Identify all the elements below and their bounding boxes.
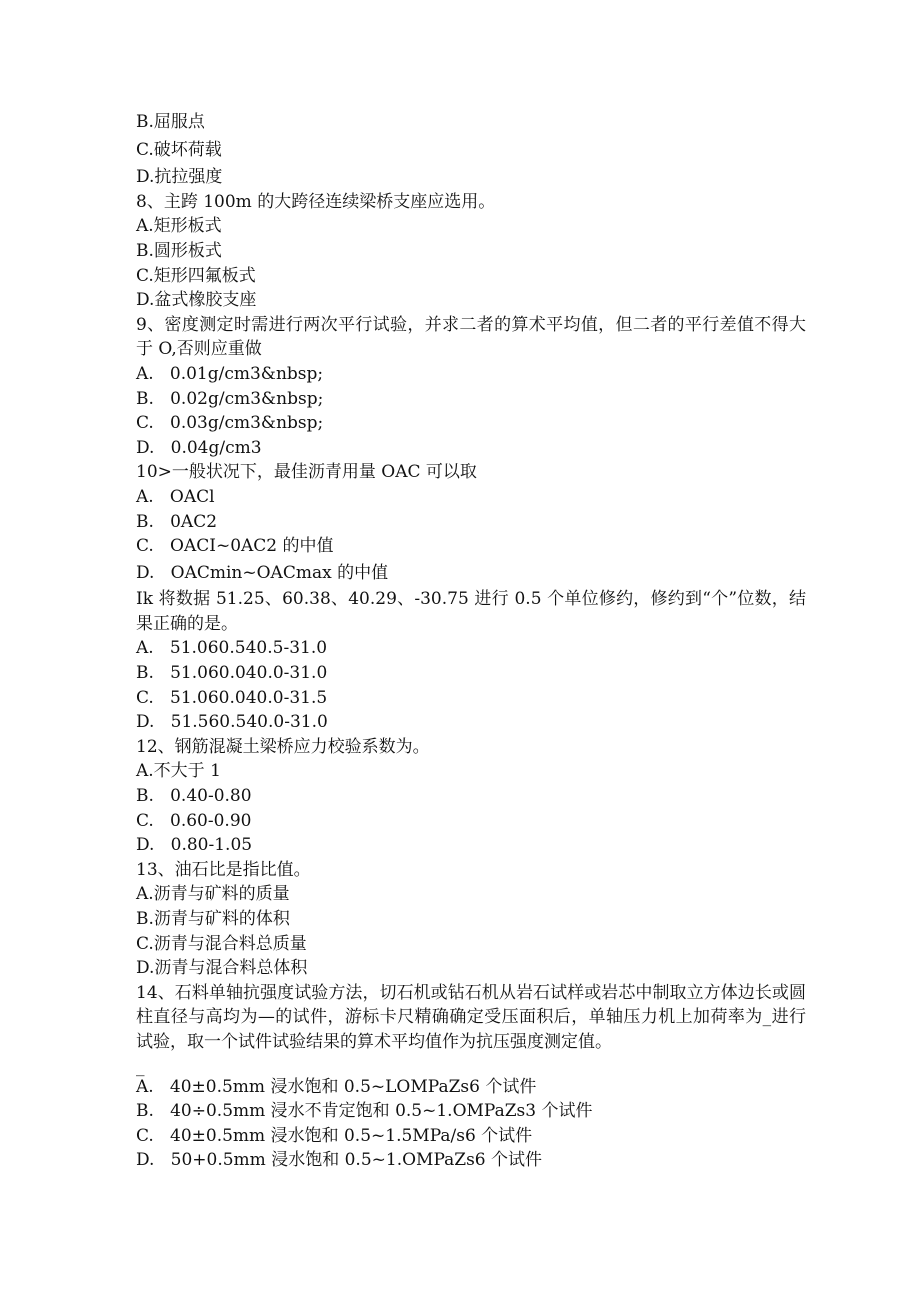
option-line: C.破坏荷载 xyxy=(136,139,222,160)
option-line: D.盆式橡胶支座 xyxy=(136,290,257,311)
blank-mark: _ xyxy=(136,1056,145,1077)
option-line: C. 40±0.5mm 浸水饱和 0.5~1.5MPa∕s6 个试件 xyxy=(136,1125,533,1146)
option-line: B.圆形板式 xyxy=(136,240,222,261)
question-paragraph: 9、密度测定时需进行两次平行试验，并求二者的算术平均值，但二者的平行差值不得大于 O,否则应重做 xyxy=(136,314,806,360)
option-line: C.沥青与混合料总质量 xyxy=(136,933,307,954)
option-line: B.屈服点 xyxy=(136,112,205,132)
question-line: 8、主跨 100m 的大跨径连续梁桥支座应选用。 xyxy=(136,191,496,212)
question-paragraph: 14、石料单轴抗强度试验方法，切石机或钻石机从岩石试样或岩芯中制取立方体边长或圆柱直径与高均为—的试件，游标卡尺精确确定受压面积后，单轴压力机上加荷率为_进行试验，取一个试件试验结果的算术平均值作为抗压强度测定值。 xyxy=(136,982,806,1052)
option-line: B. 40÷0.5mm 浸水不肯定饱和 0.5~1.OMPaZs3 个试件 xyxy=(136,1101,593,1122)
option-line: C. 0.03g/cm3&nbsp; xyxy=(136,413,324,434)
option-line: D. 0.80-1.05 xyxy=(136,835,253,856)
option-line: D. 51.560.540.0-31.0 xyxy=(136,712,328,733)
option-line: B.沥青与矿料的体积 xyxy=(136,909,290,929)
option-line: A.不大于 1 xyxy=(136,761,221,782)
option-line: B. 0AC2 xyxy=(136,511,218,532)
option-line: A. 51.060.540.5-31.0 xyxy=(136,638,328,659)
option-line: C.矩形四氟板式 xyxy=(136,265,256,286)
option-line: A.矩形板式 xyxy=(136,216,222,237)
question-line: 12、钢筋混凝土梁桥应力校验系数为。 xyxy=(136,736,430,757)
option-line: A. 0.01g/cm3&nbsp; xyxy=(136,363,324,384)
option-line: B. 51.060.040.0-31.0 xyxy=(136,663,328,684)
option-line: D.抗拉强度 xyxy=(136,167,223,188)
option-line: C. OACI~0AC2 的中值 xyxy=(136,536,334,557)
option-line: B. 0.02g/cm3&nbsp; xyxy=(136,388,324,409)
option-line: D. 50+0.5mm 浸水饱和 0.5~1.OMPaZs6 个试件 xyxy=(136,1150,543,1171)
option-line: C. 51.060.040.0-31.5 xyxy=(136,687,328,708)
option-line: D.沥青与混合料总体积 xyxy=(136,958,308,979)
question-line: 10>一般状况下，最佳沥青用量 OAC 可以取 xyxy=(136,462,477,483)
option-line: B. 0.40-0.80 xyxy=(136,786,252,807)
option-line: A.沥青与矿料的质量 xyxy=(136,884,290,905)
option-line: A. OACl xyxy=(136,486,215,507)
option-line: A. 40±0.5mm 浸水饱和 0.5~LOMPaZs6 个试件 xyxy=(136,1076,537,1097)
option-line: D. OACmin~OACmax 的中值 xyxy=(136,562,389,583)
document-body xyxy=(136,110,806,1173)
option-line: C. 0.60-0.90 xyxy=(136,810,252,831)
option-line: D. 0.04g∕cm3 xyxy=(136,437,262,458)
question-line: 13、油石比是指比值。 xyxy=(136,859,311,880)
question-paragraph: Ik 将数据 51.25、60.38、40.29、-30.75 进行 0.5 个单位修约，修约到“个”位数，结果正确的是。 xyxy=(136,589,806,634)
